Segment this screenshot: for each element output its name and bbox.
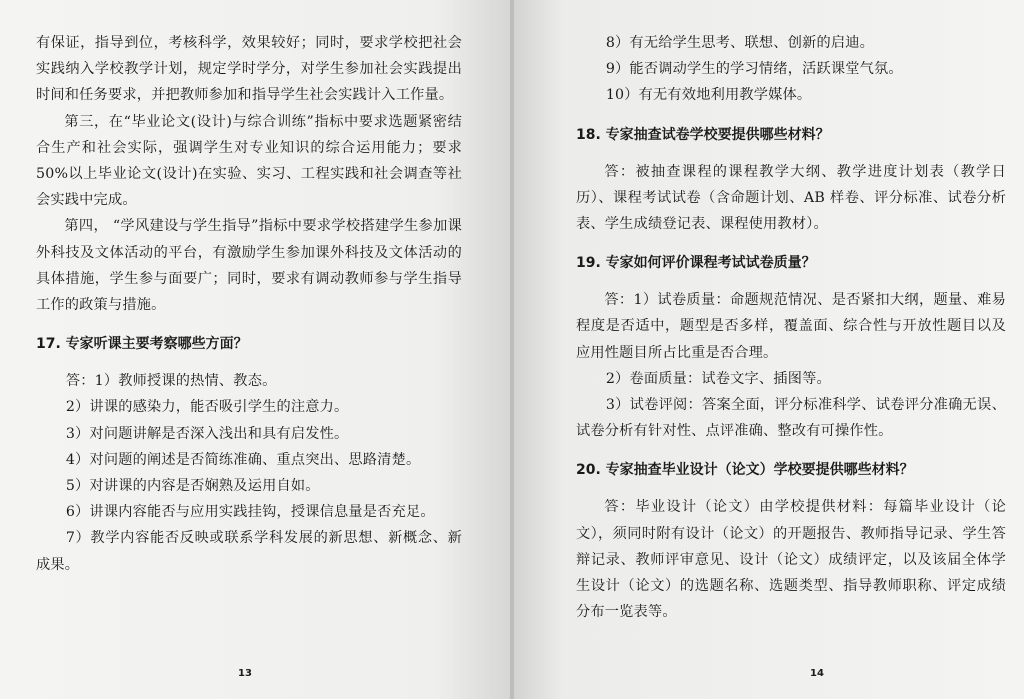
q17-item-9: 9）能否调动学生的学习情绪，活跃课堂气氛。: [605, 61, 903, 78]
q17-item-10: 10）有无有效地利用教学媒体。: [605, 87, 812, 104]
page-number-right: 14: [810, 668, 824, 679]
paragraph-continued: 有保证，指导到位，考核科学，效果较好；同时，要求学校把社会实践纳入学校教学计划，规定学时学分，对学生参加社会实践提出时间和任务要求，并把教师参加和指导学生社会实践计入工作量。: [36, 35, 462, 104]
q17-item-3: 3）对问题讲解是否深入浅出和具有启发性。: [65, 425, 349, 442]
book-gutter: [510, 0, 514, 699]
question-19-heading: 19. 专家如何评价课程考试试卷质量？: [576, 255, 816, 272]
question-17-heading: 17. 专家听课主要考察哪些方面？: [36, 336, 248, 353]
paragraph-fourth: 第四， “学风建设与学生指导”指标中要求学校搭建学生参加课外科技及文体活动的平台，有激励学生参加课外科技及文体活动的具体措施，学生参与面要广；同时，要求有调动教师参与学生指导工作的政策与措施。: [36, 218, 462, 314]
q17-item-5: 5）对讲课的内容是否娴熟及运用自如。: [65, 478, 320, 495]
q17-item-7: 7）教学内容能否反映或联系学科发展的新思想、新概念、新成果。: [36, 530, 462, 573]
question-20-heading: 20. 专家抽查毕业设计（论文）学校要提供哪些材料？: [576, 462, 914, 479]
q20-answer: 答：毕业设计（论文）由学校提供材料：每篇毕业设计（论文），须同时附有设计（论文）的开题报告、教师指导记录、学生答辩记录、教师评审意见、设计（论文）成绩评定，以及该届全体学生设计（论文）的选题名称、选题类型、指导教师职称、评定成绩分布一览表等。: [576, 499, 1006, 621]
right-page: [512, 0, 1024, 699]
q19-item-3: 3）试卷评阅：答案全面，评分标准科学、试卷评分准确无误、试卷分析有针对性、点评准确、整改有可操作性。: [576, 397, 1006, 440]
q18-answer: 答：被抽查课程的课程教学大纲、教学进度计划表（教学日历）、课程考试试卷（含命题计划、AB 样卷、评分标准、试卷分析表、学生成绩登记表、课程使用教材）。: [576, 163, 1006, 233]
q17-item-6: 6）讲课内容能否与应用实践挂钩，授课信息量是否充足。: [65, 504, 435, 521]
q17-item-2: 2）讲课的感染力，能否吸引学生的注意力。: [65, 399, 349, 416]
q17-item-4: 4）对问题的阐述是否简练准确、重点突出、思路清楚。: [65, 451, 421, 468]
question-18-heading: 18. 专家抽查试卷学校要提供哪些材料？: [576, 126, 830, 143]
q19-item-1: 答：1）试卷质量：命题规范情况、是否紧扣大纲，题量、难易程度是否适中，题型是否多样，覆盖面、综合性与开放性题目以及应用性题目所占比重是否合理。: [576, 292, 1006, 361]
q17-item-1: 答：1）教师授课的热情、教态。: [65, 373, 277, 390]
q17-item-8: 8）有无给学生思考、联想、创新的启迪。: [605, 35, 875, 51]
page-number-left: 13: [238, 668, 252, 679]
q19-item-2: 2）卷面质量：试卷文字、插图等。: [605, 370, 831, 387]
paragraph-third: 第三，在“毕业论文(设计)与综合训练”指标中要求选题紧密结合生产和社会实际，强调学生对专业知识的综合运用能力；要求 50%以上毕业论文(设计)在实验、实习、工程实践和社会调查等社会实践中完成。: [36, 113, 462, 209]
